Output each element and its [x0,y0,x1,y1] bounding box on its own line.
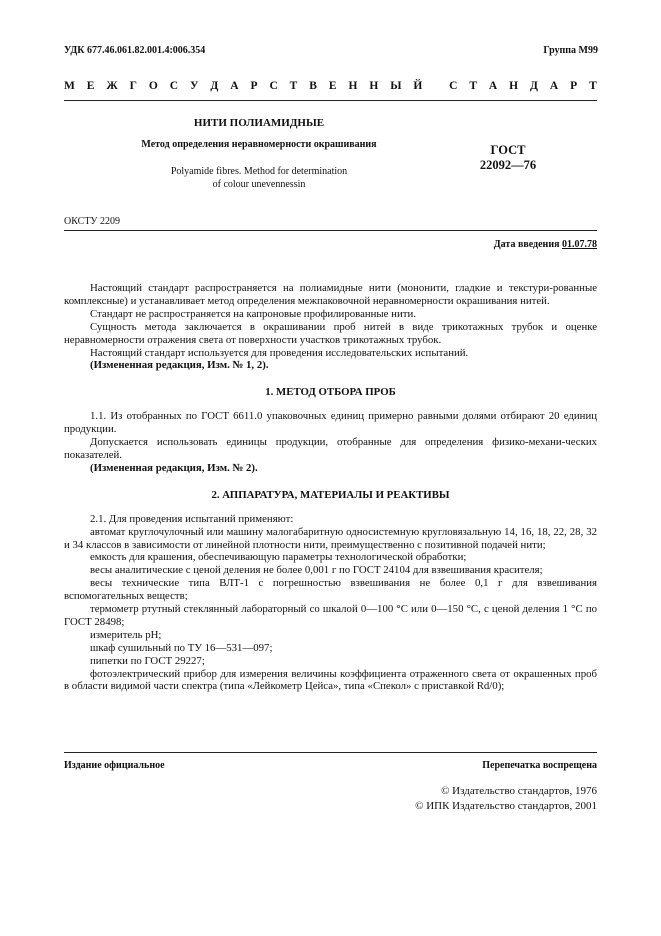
banner-letter: С [449,80,458,92]
gost-number: 22092—76 [479,158,537,172]
section-2-item: весы технические типа ВЛТ-1 с погрешностью взвешивания не более 0,1 г для взвешивания вспомогательных веществ; [64,577,597,603]
banner-letter: Ж [106,80,118,92]
section-1-paragraph: 1.1. Из отобранных по ГОСТ 6611.0 упаковочных единиц примерно равными долями отбирают 20 единиц продукции. [64,410,597,436]
method-title: Метод определения неравномерности окрашивания [141,139,377,150]
okstu-code: ОКСТУ 2209 [64,216,121,227]
footer-divider [64,752,597,753]
effective-date-label: Дата введения [493,239,562,250]
intro-paragraph: Настоящий стандарт распространяется на полиамидные нити (мононити, гладкие и текстури-рованные комплексные) и устанавливает метод определения межпаковочной неравномерности окрашивания нитей. [64,282,597,307]
banner-letter: Д [530,80,538,92]
intro-paragraph: Настоящий стандарт используется для проведения исследовательских испытаний. [90,346,469,359]
banner-letter: А [549,80,559,92]
udk-code: УДК 677.46.061.82.001.4:006.354 [64,45,206,56]
banner-letter: Р [570,80,578,92]
section-2-item: пипетки по ГОСТ 29227; [90,654,205,667]
section-2-item: измеритель рН; [90,628,162,641]
intro-paragraph: Сущность метода заключается в окрашивании проб нитей в виде трикотажных трубок и оценке неравномерности отражения света от поверхности участков трикотажных трубок. [64,320,597,346]
intro-amendment: (Измененная редакция, Изм. № 1, 2). [90,359,269,372]
section-2-item: емкость для крашения, обеспечивающую параметры технологической обработки; [90,551,467,564]
section-1-paragraph: Допускается использовать единицы продукции, отобранные для определения физико-механи-ческих показателей. [64,436,597,461]
banner-letter [434,80,437,92]
section-1-amendment: (Измененная редакция, Изм. № 2). [90,461,258,474]
header-divider [64,100,597,101]
english-title-line1: Polyamide fibres. Method for determination [170,166,348,177]
reprint-notice: Перепечатка воспрещена [482,760,597,771]
section-2-item: фотоэлектрический прибор для измерения величины коэффициента отраженного света от окрашенных проб в области видимой части спектра (типа «Лейкометр Цейса», типа «Спекол» с приставкой Rd/0); [64,667,597,693]
banner-letter: В [309,80,317,92]
document-body [64,282,597,693]
banner-letter: Е [328,80,337,92]
section-2-item: шкаф сушильный по ТУ 16—531—097; [90,641,273,654]
section-2-heading: 2. АППАРАТУРА, МАТЕРИАЛЫ И РЕАКТИВЫ [211,488,450,501]
effective-date-value: 01.07.78 [562,239,597,250]
banner-letter: Р [250,80,258,92]
gost-label: ГОСТ [490,143,526,157]
banner-letter: А [230,80,239,92]
english-title-line2: of colour unevennessin [212,179,306,190]
copyright-line-1: © Издательство стандартов, 1976 [441,785,597,797]
banner-letter: Т [289,80,298,92]
intro-paragraph: Стандарт не распространяется на капроновые профилированные нити. [90,307,416,320]
banner-letter: Н [348,80,358,92]
section-1-heading: 1. МЕТОД ОТБОРА ПРОБ [265,386,396,399]
banner-letter: Т [589,80,597,92]
banner-letter: Е [86,80,95,92]
copyright-line-2: © ИПК Издательство стандартов, 2001 [415,800,597,812]
banner-letter: Н [369,80,379,92]
banner-letter: Д [210,80,219,92]
banner-letter: Ы [390,80,402,92]
banner-letter: О [148,80,158,92]
section-2-item: 2.1. Для проведения испытаний применяют: [90,512,294,525]
section-2-item: термометр ртутный стеклянный лабораторный со шкалой 0—100 °С или 0—150 °С, с ценой деления 1 °С по ГОСТ 28498; [64,603,597,628]
section-2-item: автомат круглочулочный или машину малогабаритную односистемную кругловязальную 14, 16, 18, 22, 28, 32 и 34 классов в зависимости от линейной плотности нити, преимущественно с позитивной подачей нити; [64,525,597,551]
banner-letter: С [269,80,278,92]
edition-label: Издание официальное [64,760,165,771]
banner-letter: Н [509,80,519,92]
banner-letter: М [64,80,75,92]
okstu-divider [64,230,597,231]
document-title: НИТИ ПОЛИАМИДНЫЕ [193,117,325,129]
effective-date [494,239,597,250]
banner-letter: С [169,80,179,92]
banner-letter: Т [469,80,477,92]
section-2-item: весы аналитические с ценой деления не более 0,001 г по ГОСТ 24104 для взвешивания красителя; [90,564,543,577]
interstate-standard-banner [64,80,597,92]
banner-letter: Г [129,80,137,92]
banner-letter: А [488,80,498,92]
group-code: Группа М99 [543,45,598,56]
banner-letter: Й [413,80,423,92]
banner-letter: У [190,80,199,92]
